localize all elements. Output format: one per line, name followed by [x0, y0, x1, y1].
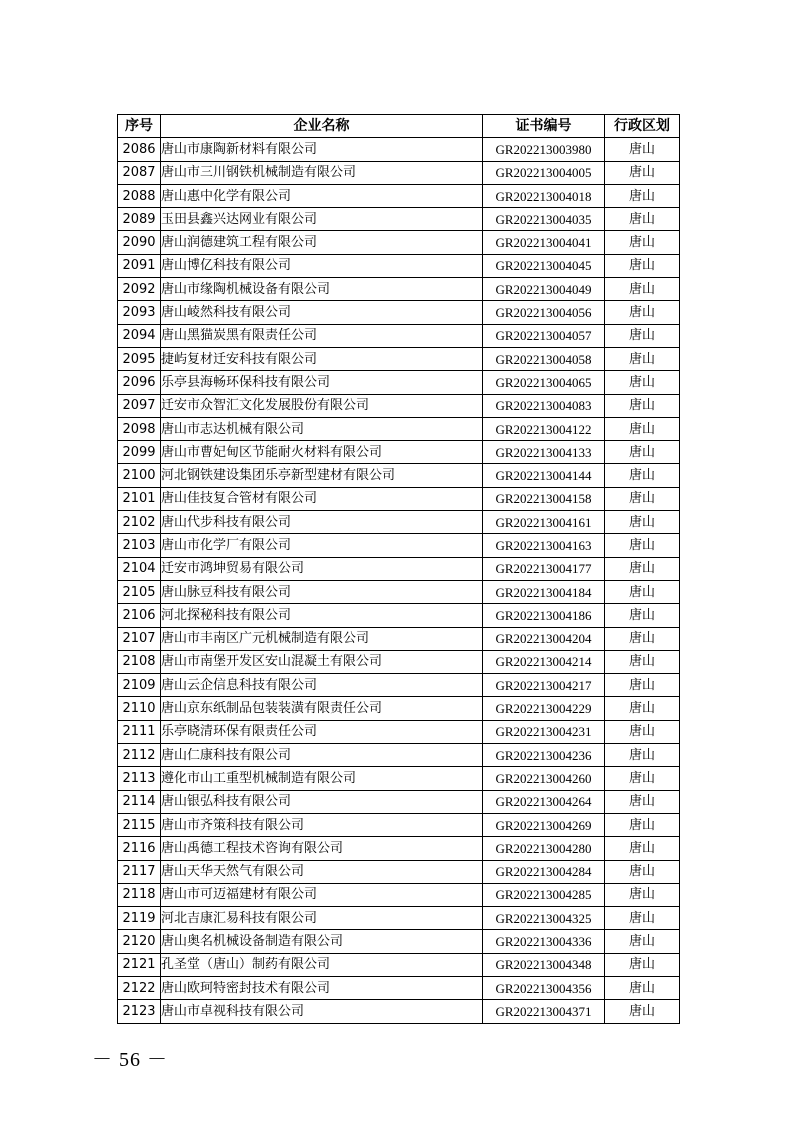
row-seq: 2106	[118, 604, 161, 627]
table-row	[118, 720, 680, 743]
row-region: 唐山	[605, 883, 680, 906]
row-region: 唐山	[605, 720, 680, 743]
row-seq: 2122	[118, 976, 161, 999]
row-company-name: 唐山崚然科技有限公司	[161, 301, 483, 324]
row-region: 唐山	[605, 953, 680, 976]
row-region: 唐山	[605, 604, 680, 627]
row-certificate-number: GR202213004371	[483, 1000, 605, 1023]
row-seq: 2123	[118, 1000, 161, 1023]
row-region: 唐山	[605, 930, 680, 953]
row-seq: 2115	[118, 813, 161, 836]
table-row	[118, 347, 680, 370]
table-row	[118, 674, 680, 697]
row-certificate-number: GR202213004336	[483, 930, 605, 953]
row-certificate-number: GR202213004056	[483, 301, 605, 324]
table-row	[118, 650, 680, 673]
row-seq: 2117	[118, 860, 161, 883]
row-company-name: 唐山奥名机械设备制造有限公司	[161, 930, 483, 953]
row-certificate-number: GR202213004280	[483, 837, 605, 860]
row-company-name: 唐山天华天然气有限公司	[161, 860, 483, 883]
row-company-name: 孔圣堂（唐山）制药有限公司	[161, 953, 483, 976]
table-row	[118, 860, 680, 883]
row-company-name: 唐山代步科技有限公司	[161, 511, 483, 534]
table-row	[118, 394, 680, 417]
row-seq: 2090	[118, 231, 161, 254]
row-certificate-number: GR202213004177	[483, 557, 605, 580]
table-row	[118, 511, 680, 534]
table-body	[118, 138, 680, 1023]
row-region: 唐山	[605, 580, 680, 603]
row-certificate-number: GR202213004035	[483, 208, 605, 231]
row-certificate-number: GR202213004229	[483, 697, 605, 720]
row-certificate-number: GR202213004018	[483, 184, 605, 207]
table-row	[118, 790, 680, 813]
row-certificate-number: GR202213004285	[483, 883, 605, 906]
row-region: 唐山	[605, 674, 680, 697]
row-region: 唐山	[605, 907, 680, 930]
row-region: 唐山	[605, 394, 680, 417]
row-company-name: 唐山京东纸制品包装装潢有限责任公司	[161, 697, 483, 720]
row-certificate-number: GR202213004045	[483, 254, 605, 277]
row-seq: 2100	[118, 464, 161, 487]
certificate-table	[117, 114, 680, 1024]
table-row	[118, 930, 680, 953]
row-seq: 2105	[118, 580, 161, 603]
row-seq: 2096	[118, 371, 161, 394]
row-seq: 2111	[118, 720, 161, 743]
row-region: 唐山	[605, 301, 680, 324]
table-row	[118, 953, 680, 976]
row-company-name: 玉田县鑫兴达网业有限公司	[161, 208, 483, 231]
row-region: 唐山	[605, 976, 680, 999]
row-seq: 2095	[118, 347, 161, 370]
row-region: 唐山	[605, 371, 680, 394]
row-region: 唐山	[605, 487, 680, 510]
row-seq: 2092	[118, 278, 161, 301]
header-certificate-number: 证书编号	[483, 115, 605, 138]
row-company-name: 唐山博亿科技有限公司	[161, 254, 483, 277]
table-row	[118, 697, 680, 720]
row-seq: 2086	[118, 138, 161, 161]
table-row	[118, 580, 680, 603]
row-company-name: 唐山市南堡开发区安山混凝土有限公司	[161, 650, 483, 673]
row-seq: 2099	[118, 441, 161, 464]
row-certificate-number: GR202213003980	[483, 138, 605, 161]
row-company-name: 唐山润德建筑工程有限公司	[161, 231, 483, 254]
row-company-name: 唐山黑猫炭黑有限责任公司	[161, 324, 483, 347]
row-seq: 2087	[118, 161, 161, 184]
row-region: 唐山	[605, 790, 680, 813]
row-certificate-number: GR202213004269	[483, 813, 605, 836]
row-certificate-number: GR202213004158	[483, 487, 605, 510]
row-seq: 2116	[118, 837, 161, 860]
row-certificate-number: GR202213004144	[483, 464, 605, 487]
row-seq: 2119	[118, 907, 161, 930]
row-region: 唐山	[605, 767, 680, 790]
row-certificate-number: GR202213004236	[483, 744, 605, 767]
row-certificate-number: GR202213004356	[483, 976, 605, 999]
row-company-name: 唐山市丰南区广元机械制造有限公司	[161, 627, 483, 650]
row-company-name: 唐山市志达机械有限公司	[161, 417, 483, 440]
row-region: 唐山	[605, 417, 680, 440]
table-row	[118, 813, 680, 836]
table-row	[118, 184, 680, 207]
row-certificate-number: GR202213004163	[483, 534, 605, 557]
row-seq: 2097	[118, 394, 161, 417]
row-seq: 2120	[118, 930, 161, 953]
row-certificate-number: GR202213004083	[483, 394, 605, 417]
table-row	[118, 208, 680, 231]
row-company-name: 唐山佳技复合管材有限公司	[161, 487, 483, 510]
row-company-name: 唐山市曹妃甸区节能耐火材料有限公司	[161, 441, 483, 464]
table-row	[118, 324, 680, 347]
table-row	[118, 627, 680, 650]
row-company-name: 唐山禹德工程技术咨询有限公司	[161, 837, 483, 860]
row-seq: 2104	[118, 557, 161, 580]
table-row	[118, 441, 680, 464]
row-certificate-number: GR202213004041	[483, 231, 605, 254]
table-header	[118, 115, 680, 138]
row-certificate-number: GR202213004264	[483, 790, 605, 813]
table-row	[118, 417, 680, 440]
row-region: 唐山	[605, 837, 680, 860]
table-row	[118, 976, 680, 999]
row-region: 唐山	[605, 534, 680, 557]
row-seq: 2088	[118, 184, 161, 207]
row-company-name: 捷屿复材迁安科技有限公司	[161, 347, 483, 370]
row-certificate-number: GR202213004058	[483, 347, 605, 370]
row-seq: 2109	[118, 674, 161, 697]
row-seq: 2112	[118, 744, 161, 767]
header-company-name: 企业名称	[161, 115, 483, 138]
header-row	[118, 115, 680, 138]
row-seq: 2121	[118, 953, 161, 976]
table-row	[118, 138, 680, 161]
row-certificate-number: GR202213004217	[483, 674, 605, 697]
row-region: 唐山	[605, 627, 680, 650]
row-seq: 2101	[118, 487, 161, 510]
row-region: 唐山	[605, 744, 680, 767]
row-seq: 2098	[118, 417, 161, 440]
row-region: 唐山	[605, 441, 680, 464]
row-company-name: 唐山市可迈福建材有限公司	[161, 883, 483, 906]
table-row	[118, 254, 680, 277]
row-region: 唐山	[605, 324, 680, 347]
table-row	[118, 907, 680, 930]
row-company-name: 唐山市三川钢铁机械制造有限公司	[161, 161, 483, 184]
row-region: 唐山	[605, 464, 680, 487]
row-certificate-number: GR202213004049	[483, 278, 605, 301]
row-certificate-number: GR202213004260	[483, 767, 605, 790]
row-company-name: 河北吉康汇易科技有限公司	[161, 907, 483, 930]
row-region: 唐山	[605, 208, 680, 231]
row-certificate-number: GR202213004325	[483, 907, 605, 930]
row-region: 唐山	[605, 813, 680, 836]
row-company-name: 唐山市齐策科技有限公司	[161, 813, 483, 836]
row-company-name: 唐山银弘科技有限公司	[161, 790, 483, 813]
row-certificate-number: GR202213004057	[483, 324, 605, 347]
row-company-name: 河北钢铁建设集团乐亭新型建材有限公司	[161, 464, 483, 487]
table-row	[118, 837, 680, 860]
row-company-name: 唐山惠中化学有限公司	[161, 184, 483, 207]
table-row	[118, 487, 680, 510]
row-seq: 2113	[118, 767, 161, 790]
row-company-name: 唐山脉豆科技有限公司	[161, 580, 483, 603]
row-region: 唐山	[605, 650, 680, 673]
row-region: 唐山	[605, 161, 680, 184]
table-row	[118, 464, 680, 487]
table-row	[118, 767, 680, 790]
row-company-name: 遵化市山工重型机械制造有限公司	[161, 767, 483, 790]
row-seq: 2118	[118, 883, 161, 906]
table-row	[118, 557, 680, 580]
row-seq: 2108	[118, 650, 161, 673]
row-seq: 2114	[118, 790, 161, 813]
row-company-name: 乐亭县海畅环保科技有限公司	[161, 371, 483, 394]
row-seq: 2091	[118, 254, 161, 277]
row-certificate-number: GR202213004214	[483, 650, 605, 673]
row-company-name: 乐亭晓清环保有限责任公司	[161, 720, 483, 743]
table-row	[118, 1000, 680, 1023]
row-company-name: 唐山市康陶新材料有限公司	[161, 138, 483, 161]
row-certificate-number: GR202213004065	[483, 371, 605, 394]
row-region: 唐山	[605, 231, 680, 254]
row-company-name: 唐山市缘陶机械设备有限公司	[161, 278, 483, 301]
row-certificate-number: GR202213004184	[483, 580, 605, 603]
row-company-name: 迁安市鸿坤贸易有限公司	[161, 557, 483, 580]
row-company-name: 唐山云企信息科技有限公司	[161, 674, 483, 697]
row-region: 唐山	[605, 138, 680, 161]
table-row	[118, 534, 680, 557]
row-certificate-number: GR202213004231	[483, 720, 605, 743]
row-region: 唐山	[605, 697, 680, 720]
row-certificate-number: GR202213004204	[483, 627, 605, 650]
row-seq: 2103	[118, 534, 161, 557]
row-seq: 2089	[118, 208, 161, 231]
header-seq: 序号	[118, 115, 161, 138]
row-certificate-number: GR202213004122	[483, 417, 605, 440]
table-row	[118, 278, 680, 301]
row-company-name: 唐山市化学厂有限公司	[161, 534, 483, 557]
row-region: 唐山	[605, 254, 680, 277]
table-row	[118, 301, 680, 324]
page-number: － 56 －	[92, 1049, 168, 1071]
table-row	[118, 604, 680, 627]
table-row	[118, 231, 680, 254]
row-seq: 2107	[118, 627, 161, 650]
row-seq: 2094	[118, 324, 161, 347]
table-row	[118, 371, 680, 394]
table-row	[118, 883, 680, 906]
row-region: 唐山	[605, 557, 680, 580]
row-region: 唐山	[605, 347, 680, 370]
row-certificate-number: GR202213004161	[483, 511, 605, 534]
row-certificate-number: GR202213004005	[483, 161, 605, 184]
row-region: 唐山	[605, 511, 680, 534]
row-certificate-number: GR202213004133	[483, 441, 605, 464]
header-region: 行政区划	[605, 115, 680, 138]
row-company-name: 迁安市众智汇文化发展股份有限公司	[161, 394, 483, 417]
row-seq: 2102	[118, 511, 161, 534]
row-company-name: 河北探秘科技有限公司	[161, 604, 483, 627]
row-company-name: 唐山欧珂特密封技术有限公司	[161, 976, 483, 999]
table-row	[118, 744, 680, 767]
row-company-name: 唐山仁康科技有限公司	[161, 744, 483, 767]
row-region: 唐山	[605, 184, 680, 207]
row-seq: 2110	[118, 697, 161, 720]
row-certificate-number: GR202213004348	[483, 953, 605, 976]
table-row	[118, 161, 680, 184]
row-certificate-number: GR202213004186	[483, 604, 605, 627]
row-company-name: 唐山市卓视科技有限公司	[161, 1000, 483, 1023]
row-region: 唐山	[605, 860, 680, 883]
row-certificate-number: GR202213004284	[483, 860, 605, 883]
row-seq: 2093	[118, 301, 161, 324]
row-region: 唐山	[605, 1000, 680, 1023]
row-region: 唐山	[605, 278, 680, 301]
